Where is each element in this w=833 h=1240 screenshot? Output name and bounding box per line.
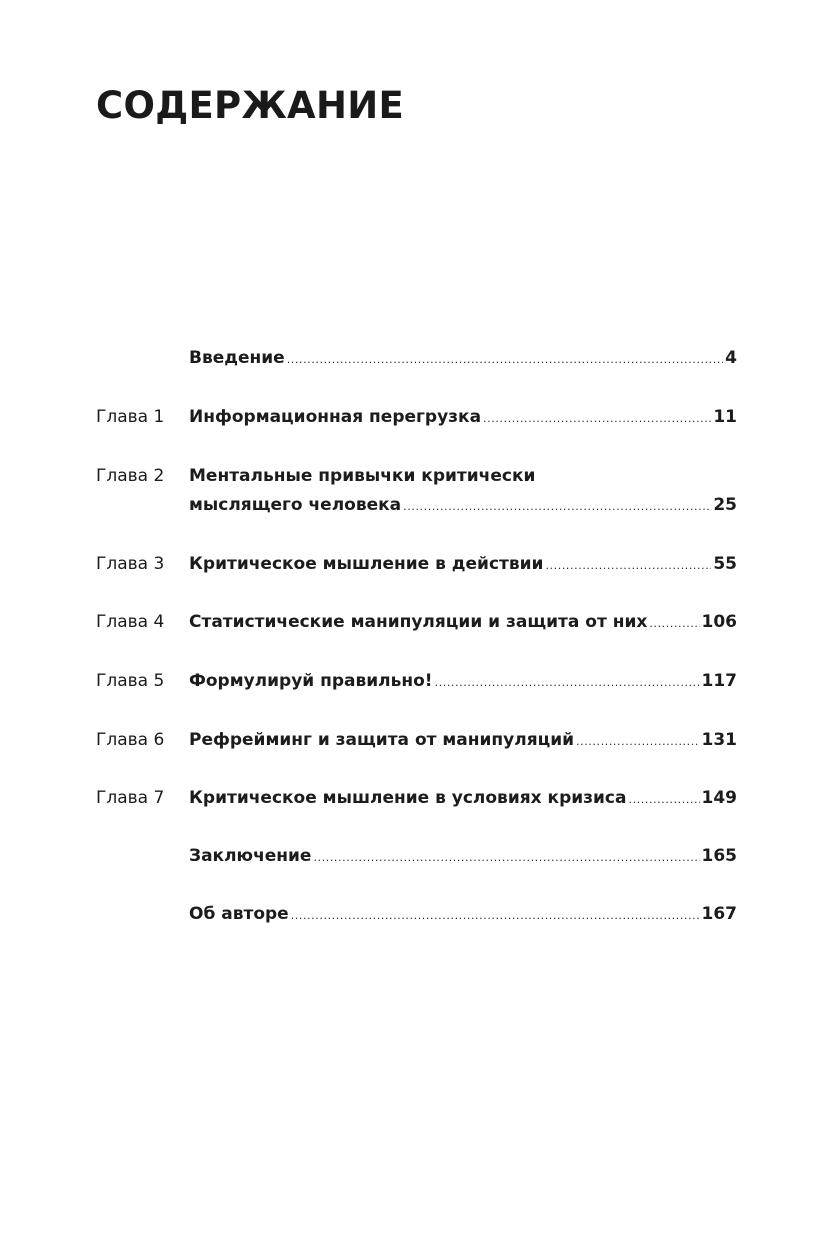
- toc-entry-page: 4: [725, 348, 737, 368]
- chapter-label: Глава 1: [96, 407, 165, 427]
- toc-entry-title: Статистические манипуляции и защита от них: [189, 612, 648, 632]
- chapter-label: Глава 2: [96, 466, 165, 486]
- toc-entry-line: [189, 344, 737, 372]
- toc-entry-title: мыслящего человека: [189, 495, 402, 515]
- dot-leader: [576, 728, 699, 756]
- dot-leader: [403, 493, 711, 521]
- toc-entry-page: 165: [701, 846, 737, 866]
- toc-entry-title: Критическое мышление в действии: [189, 554, 544, 574]
- toc-entry-title: Об авторе: [189, 904, 289, 924]
- chapter-label: Глава 7: [96, 788, 165, 808]
- dot-leader: [435, 669, 700, 697]
- toc-entry-title: Критическое мышление в условиях кризиса: [189, 788, 627, 808]
- toc-entry-title: Заключение: [189, 846, 312, 866]
- toc-entry-line: [189, 842, 737, 870]
- toc-entry-page: 55: [713, 554, 737, 574]
- toc-entry-line: [189, 784, 737, 812]
- toc-entry-line: [189, 491, 737, 519]
- toc-entry-title: Рефрейминг и защита от манипуляций: [189, 730, 575, 750]
- dot-leader: [545, 552, 711, 580]
- dot-leader: [649, 610, 699, 638]
- toc-entry-line: [189, 403, 737, 431]
- dot-leader: [287, 346, 723, 374]
- chapter-label: Глава 5: [96, 671, 165, 691]
- chapter-label: Глава 3: [96, 554, 165, 574]
- toc-entry-page: 149: [701, 788, 737, 808]
- toc-entry-title: Формулируй правильно!: [189, 671, 433, 691]
- dot-leader: [628, 786, 699, 814]
- toc-entry-page: 11: [713, 407, 737, 427]
- toc-entry-title: Информационная перегрузка: [189, 407, 482, 427]
- toc-entry-page: 167: [701, 904, 737, 924]
- toc-entry-page: 106: [701, 612, 737, 632]
- chapter-label: Глава 6: [96, 730, 165, 750]
- toc-entry-line: [189, 608, 737, 636]
- dot-leader: [483, 405, 711, 433]
- toc-entry-line: [189, 550, 737, 578]
- toc-entry-page: 131: [701, 730, 737, 750]
- dot-leader: [291, 902, 700, 930]
- toc-entry-page: 117: [701, 671, 737, 691]
- dot-leader: [313, 844, 699, 872]
- toc-entry-line: [189, 900, 737, 928]
- toc-entry-line: [189, 726, 737, 754]
- chapter-label: Глава 4: [96, 612, 165, 632]
- toc-entry-page: 25: [713, 495, 737, 515]
- toc-entry-title: Введение: [189, 348, 285, 368]
- toc-entry-line: [189, 667, 737, 695]
- toc-entry-title-line-1: Ментальные привычки критически: [189, 466, 536, 486]
- page-title: СОДЕРЖАНИЕ: [96, 84, 405, 127]
